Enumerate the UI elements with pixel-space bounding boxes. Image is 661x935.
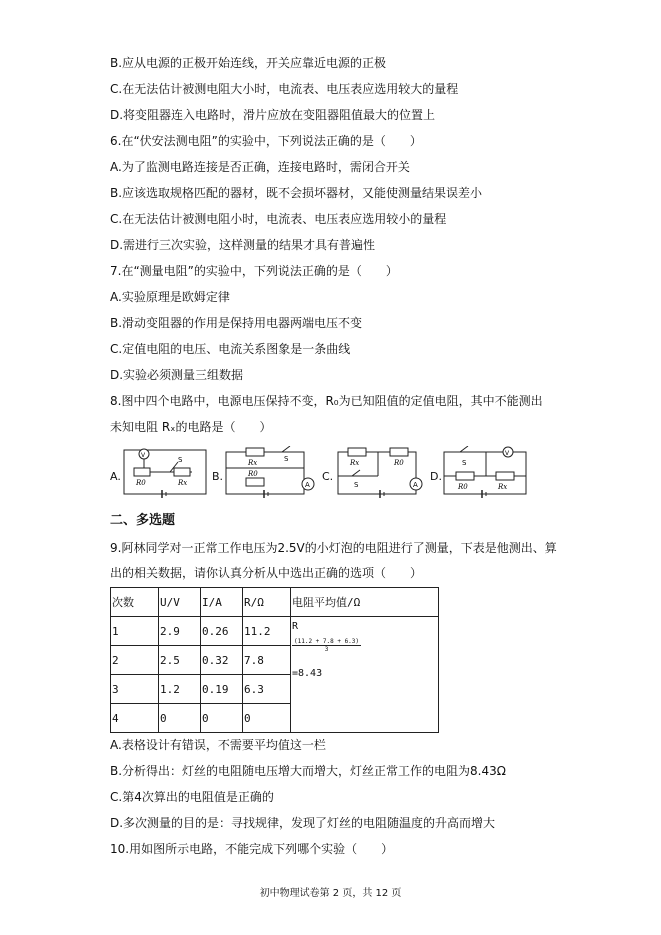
table-cell: 6.3 — [243, 675, 291, 704]
svg-text:A: A — [305, 481, 310, 489]
q6-option-c: C.在无法估计被测电阻小时，电流表、电压表应选用较小的量程 — [110, 212, 447, 226]
svg-text:A: A — [413, 481, 418, 489]
q6-option-d: D.需进行三次实验，这样测量的结果才具有普遍性 — [110, 238, 376, 252]
table-cell: 7.8 — [243, 646, 291, 675]
table-header-cell: U/V — [159, 588, 201, 617]
svg-text:S: S — [354, 481, 359, 489]
table-header-cell: I/A — [201, 588, 243, 617]
table-cell: 2.9 — [159, 617, 201, 646]
circuit-a-diagram — [122, 446, 210, 498]
average-resistance-cell — [291, 617, 439, 733]
table-header-cell: 电阻平均值/Ω — [291, 588, 439, 617]
q5-option-d: D.将变阻器连入电路时，滑片应放在变阻器阻值最大的位置上 — [110, 108, 436, 122]
section-title-multiple-choice: 二、多选题 — [110, 513, 176, 528]
average-result: =8.43 — [292, 668, 323, 679]
q5-option-c: C.在无法估计被测电阻大小时，电流表、电压表应选用较大的量程 — [110, 82, 459, 96]
q7-option-c: C.定值电阻的电压、电流关系图象是一条曲线 — [110, 342, 351, 356]
table-cell: 11.2 — [243, 617, 291, 646]
circuit-b-diagram — [224, 446, 318, 498]
q7-option-d: D.实验必须测量三组数据 — [110, 368, 244, 382]
q7-option-a: A.实验原理是欧姆定律 — [110, 290, 230, 304]
circuit-a-label: A. — [110, 470, 121, 483]
table-cell: 0 — [243, 704, 291, 733]
circuit-b-label: B. — [212, 470, 224, 483]
svg-text:Rx: Rx — [498, 483, 508, 491]
q9-option-d: D.多次测量的目的是：寻找规律，发现了灯丝的电阻随温度的升高而增大 — [110, 816, 496, 830]
table-cell: 2.5 — [159, 646, 201, 675]
svg-text:S: S — [462, 459, 467, 467]
table-cell: 2 — [111, 646, 159, 675]
table-cell: 3 — [111, 675, 159, 704]
svg-text:Rx: Rx — [350, 459, 360, 467]
q7-option-b: B.滑动变阻器的作用是保持用电器两端电压不变 — [110, 316, 363, 330]
svg-text:V: V — [505, 450, 510, 457]
svg-text:S: S — [284, 455, 289, 463]
average-fraction — [292, 638, 361, 653]
q6-option-a: A.为了监测电路连接是否正确，连接电路时，需闭合开关 — [110, 160, 410, 174]
q9-stem-line2: 出的相关数据，请你认真分析从中选出正确的选项（ ） — [110, 566, 423, 580]
average-symbol: R — [292, 621, 299, 632]
q9-option-a: A.表格设计有错误，不需要平均值这一栏 — [110, 738, 326, 752]
svg-text:S: S — [178, 456, 183, 464]
circuit-d-diagram — [442, 446, 532, 498]
table-cell: 0 — [201, 704, 243, 733]
page-footer: 初中物理试卷第 2 页，共 12 页 — [259, 888, 402, 899]
q6-option-b: B.应该选取规格匹配的器材，既不会损坏器材，又能使测量结果误差小 — [110, 186, 483, 200]
circuit-d-label: D. — [430, 470, 442, 483]
svg-text:V: V — [141, 452, 146, 459]
svg-text:Rx: Rx — [248, 459, 258, 467]
q6-stem: 6.在“伏安法测电阻”的实验中，下列说法正确的是（ ） — [110, 134, 422, 148]
svg-text:R0: R0 — [458, 483, 468, 491]
q9-option-b: B.分析得出：灯丝的电阻随电压增大而增大，灯丝正常工作的电阻为8.43Ω — [110, 764, 506, 778]
q7-stem: 7.在“测量电阻”的实验中，下列说法正确的是（ ） — [110, 264, 398, 278]
svg-text:Rx: Rx — [178, 479, 188, 487]
table-cell: 0.26 — [201, 617, 243, 646]
svg-text:R0: R0 — [136, 479, 146, 487]
q10-stem: 10.用如图所示电路，不能完成下列哪个实验（ ） — [110, 842, 394, 856]
circuit-c-label: C. — [322, 470, 334, 483]
table-cell: 4 — [111, 704, 159, 733]
table-cell: 0 — [159, 704, 201, 733]
q8-stem-line2: 未知电阻 Rₓ的电路是（ ） — [110, 420, 272, 434]
q5-option-b: B.应从电源的正极开始连线，开关应靠近电源的正极 — [110, 56, 387, 70]
measurement-table — [110, 587, 439, 733]
svg-text:R0: R0 — [394, 459, 404, 467]
svg-text:R0: R0 — [248, 470, 258, 478]
table-cell: 0.19 — [201, 675, 243, 704]
average-denominator: 3 — [324, 646, 329, 653]
circuit-c-diagram — [334, 446, 426, 498]
table-cell: 1.2 — [159, 675, 201, 704]
table-cell: 0.32 — [201, 646, 243, 675]
average-numerator: (11.2 + 7.8 + 6.3) — [294, 638, 360, 645]
table-header-row — [111, 588, 439, 617]
q9-stem-line1: 9.阿林同学对一正常工作电压为2.5V的小灯泡的电阻进行了测量，下表是他测出、算 — [110, 541, 557, 555]
q9-option-c: C.第4次算出的电阻值是正确的 — [110, 790, 274, 804]
table-cell: 1 — [111, 617, 159, 646]
table-header-cell: R/Ω — [243, 588, 291, 617]
q8-stem-line1: 8.图中四个电路中，电源电压保持不变，R₀为已知阻值的定值电阻，其中不能测出 — [110, 394, 543, 408]
table-header-cell: 次数 — [111, 588, 159, 617]
table-row — [111, 617, 439, 646]
